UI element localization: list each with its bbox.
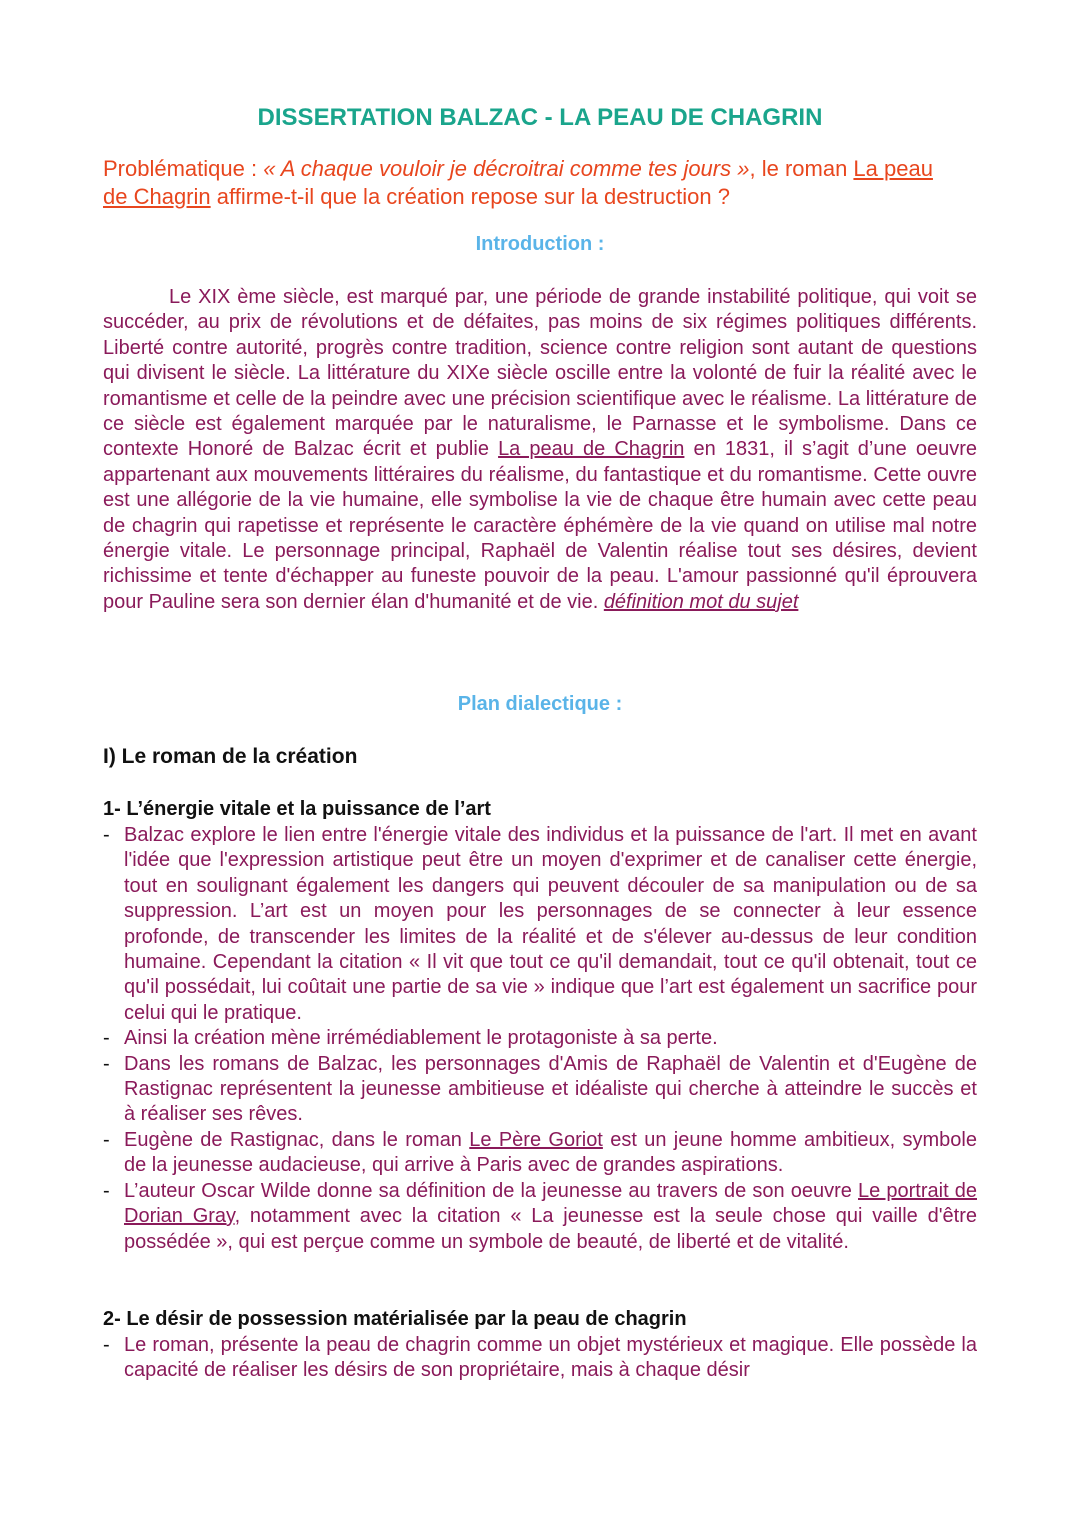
subsection-2-list bbox=[103, 1333, 977, 1384]
list-item-text: Eugène de Rastignac, dans le roman bbox=[124, 1128, 470, 1151]
dorian-gray-title[interactable]: Le portrait de Dorian Gray bbox=[124, 1179, 977, 1228]
problematique-quote: « A chaque vouloir je décroitrai comme tes jours » bbox=[263, 156, 750, 181]
list-item-text: Le roman, présente la peau de chagrin comme un objet mystérieux et magique. Elle possède la capacité de réaliser les désirs de son propriétaire, mais à chaque désir bbox=[124, 1334, 977, 1382]
list-item bbox=[103, 1052, 977, 1128]
problematique-mid: , le roman bbox=[749, 156, 854, 181]
problematique-label: Problématique : bbox=[103, 156, 264, 181]
plan-heading: Plan dialectique : bbox=[457, 693, 623, 715]
subsection-1-list bbox=[103, 823, 977, 1255]
problematique bbox=[103, 155, 953, 211]
part-1-heading: I) Le roman de la création bbox=[103, 745, 358, 768]
list-item-text: est un jeune homme ambitieux, symbole de la jeunesse audacieuse, qui arrive à Paris avec de grandes aspirations. bbox=[124, 1128, 977, 1177]
list-item bbox=[103, 1179, 977, 1255]
list-item bbox=[103, 1333, 977, 1384]
introduction-heading: Introduction : bbox=[475, 233, 605, 255]
problematique-book-title[interactable]: La peau de Chagrin bbox=[103, 156, 933, 209]
intro-book-title[interactable]: La peau de Chagrin bbox=[498, 438, 685, 461]
list-item-text: Ainsi la création mène irrémédiablement le protagoniste à sa perte. bbox=[124, 1027, 718, 1050]
list-item bbox=[103, 1128, 977, 1179]
introduction-paragraph bbox=[103, 285, 977, 615]
intro-text-1: Le XIX ème siècle, est marqué par, une période de grande instabilité politique, qui voit se succéder, au prix de révolutions et de défaites, pas moins de six régimes politiques différents. Liberté contre autorité, progrès contre tradition, science contre religion sont autant de questions qui divisent le siècle. La littérature du XIXe siècle oscille entre la volonté de fuir la réalité avec le romantisme et celle de la peindre avec une précision scientifique avec le réalisme. La littérature de ce siècle est également marquée par le naturalisme, le Parnasse et le symbolisme. Dans ce contexte Honoré de Balzac écrit et publie bbox=[103, 286, 977, 461]
list-item-text: Balzac explore le lien entre l'énergie vitale des individus et la puissance de l'art. Il met en avant l'idée que l'expression artistique peut être un moyen d'exprimer et de canaliser cette énergie, tout en soulignant également les dangers qui peuvent découler de sa manipulation ou de sa suppression. L’art est un moyen pour les personnages de se connecter à leur essence profonde, de transcender les limites de la réalité et de s'élever au-dessus de leur condition humaine. Cependant la citation « Il vit que tout ce qu'il demandait, tout ce qu'il obtenait, tout ce qu'il possédait, lui coûtait une partie de sa vie » indique que l’art est également un sacrifice pour celui qui le pratique. bbox=[124, 824, 977, 1024]
pere-goriot-title[interactable]: Le Père Goriot bbox=[469, 1128, 603, 1151]
list-item bbox=[103, 823, 977, 1026]
list-item-text: , notamment avec la citation « La jeunesse est la seule chose qui vaille d'être possédée », qui est perçue comme un symbole de beauté, de liberté et de vitalité. bbox=[124, 1205, 978, 1253]
subsection-1-heading: 1- L’énergie vitale et la puissance de l’art bbox=[103, 798, 491, 820]
definition-link[interactable]: définition mot du sujet bbox=[603, 590, 799, 613]
list-item-text: Dans les romans de Balzac, les personnages d'Amis de Raphaël de Valentin et d'Eugène de Rastignac représentent la jeunesse ambitieuse et idéaliste qui cherche à atteindre le succès et à réaliser ses rêves. bbox=[124, 1052, 977, 1126]
intro-text-2: en 1831, il s’agit d’une oeuvre appartenant aux mouvements littéraires du réalisme, du fantastique et du romantisme. Cette ouvre est une allégorie de la vie humaine, elle symbolise la vie de chaque être humain avec cette peau de chagrin qui rapetisse et représente le caractère éphémère de la vie quand on utilise mal notre énergie vitale. Le personnage principal, Raphaël de Valentin réalise tout ses désires, devient richissime et tente d'échapper au funeste pouvoir de la peau. L'amour passionné qu'il éprouvera pour Pauline sera son dernier élan d'humanité et de vie. bbox=[103, 438, 977, 613]
document-title: DISSERTATION BALZAC - LA PEAU DE CHAGRIN bbox=[257, 104, 823, 131]
list-item bbox=[103, 1026, 977, 1051]
list-item-text: L’auteur Oscar Wilde donne sa définition de la jeunesse au travers de son oeuvre bbox=[124, 1179, 858, 1202]
problematique-end: affirme-t-il que la création repose sur la destruction ? bbox=[210, 184, 730, 209]
subsection-2-heading: 2- Le désir de possession matérialisée par la peau de chagrin bbox=[103, 1308, 687, 1330]
